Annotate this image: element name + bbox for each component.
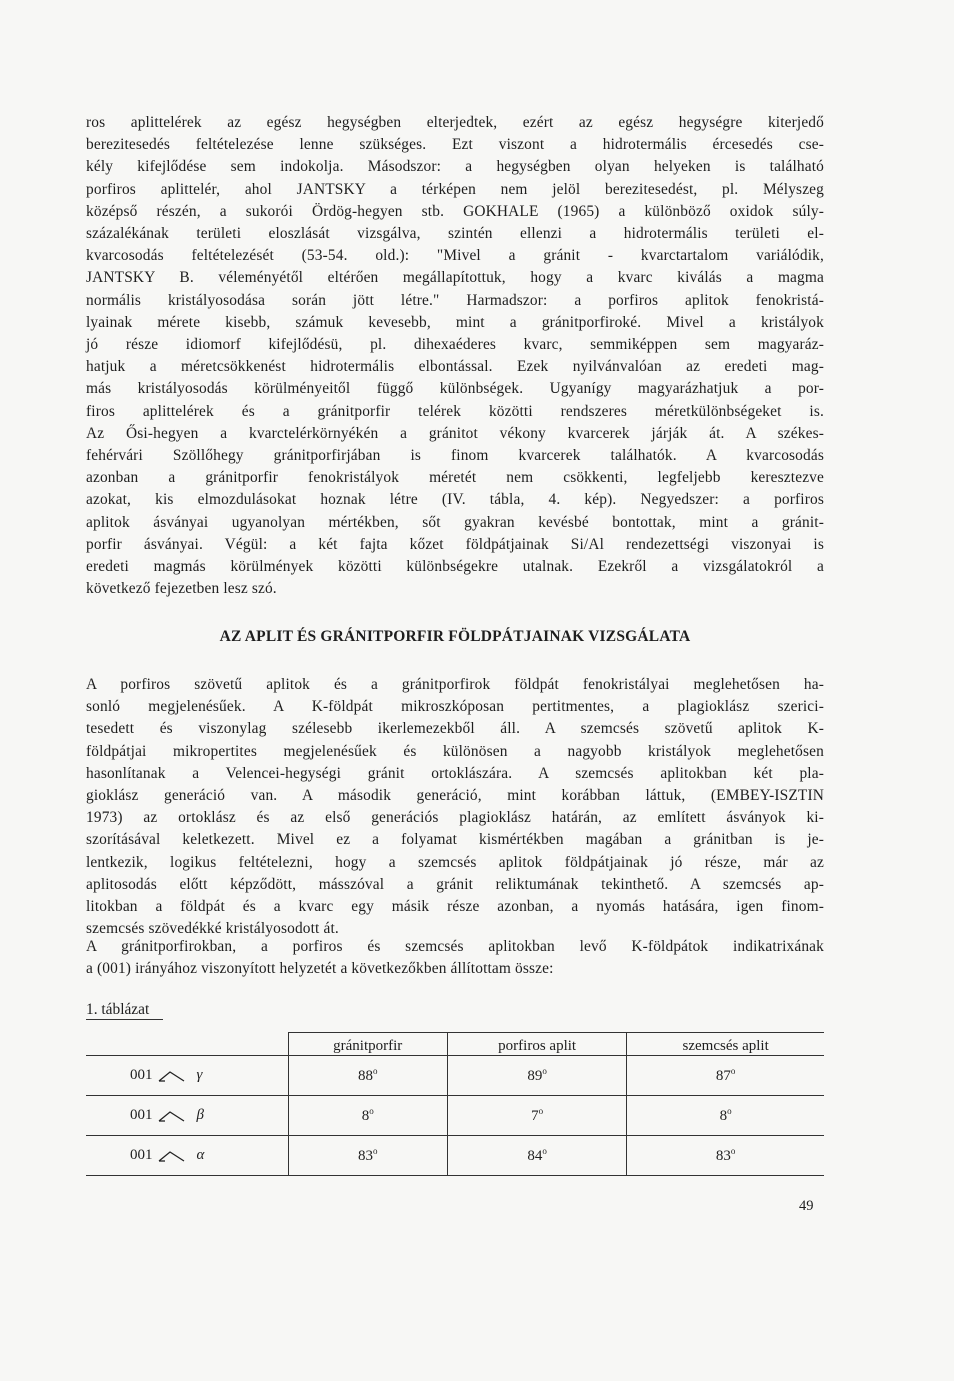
table-header-cell: porfiros aplit [447, 1033, 626, 1056]
text-line: aplitosodás előtt képződött, másszóval a gránit reliktumának tekinthető. A szemcsés ap- [86, 875, 824, 893]
text-line: jó része idiomorf kifejlődésü, pl. dihexaéderes kvarc, semmiképpen sem magyaráz- [86, 336, 824, 354]
paragraph-1 [86, 112, 824, 600]
text-line: azonban a gránitporfir fenokristályok méretét nem csökkenti, legfeljebb keresztezve [86, 469, 824, 487]
text-line: JANTSKY B. véleményétől eltérően megállapítottuk, hogy a kvarc kiválás a magma [86, 269, 824, 287]
text-line: kvarcosodás feltételezését (53-54. old.): "Mivel a gránit - kvarctartalom variálódik, [86, 247, 824, 265]
section-heading: AZ APLIT ÉS GRÁNITPORFIR FÖLDPÁTJAINAK VIZSGÁLATA [219, 628, 691, 645]
angle-icon [157, 1149, 187, 1163]
text-line: lyainak mérete kisebb, számuk kevesebb, mint a gránitporfiroké. Mivel a kristályok [86, 313, 824, 331]
cell-value: 89 [527, 1068, 543, 1084]
text-line: gioklász generáció van. A második generáció, mint korábban láttuk, (EMBEY-ISZTIN [86, 787, 824, 805]
text-line: következő fejezetben lesz szó. [86, 580, 277, 598]
paragraph-2 [86, 674, 824, 940]
table-body [86, 1056, 824, 1176]
row-prefix: 001 [130, 1107, 153, 1123]
text-line: sonló megjelenésűek. A K-földpát mikroszkóposan pertitmentes, a plagioklász szerici- [86, 698, 824, 716]
table-cell [447, 1056, 626, 1096]
table-cell [447, 1096, 626, 1136]
degree-mark: o [369, 1106, 374, 1116]
table-cell [627, 1096, 824, 1136]
angle-icon [157, 1109, 187, 1123]
text-line: berezitesedés feltételezése lenne szükséges. Ezt viszont a hidrotermális ércesedés cse- [86, 136, 824, 154]
table-row [86, 1136, 824, 1176]
cell-value: 7 [531, 1108, 539, 1124]
text-line: szorításával keletkezett. Mivel ez a folyamat kismértékben magában a gránitban is je- [86, 831, 824, 849]
row-prefix: 001 [130, 1067, 153, 1083]
text-line: tesedett és viszonylag szélesebb ikerlemezekből áll. A szemcsés szövetű aplitok K- [86, 720, 824, 738]
text-line: porfiros aplittelér, ahol JANTSKY a térképen nem jelöl berezitesedést, pl. Mélyszeg [86, 180, 824, 198]
degree-mark: o [372, 1146, 378, 1156]
page-body [86, 112, 824, 1164]
text-line: hatjuk a méretcsökkenést hidrotermális elbontással. Ezek nyilvánvalóan az eredeti mag- [86, 358, 824, 376]
text-line: ros aplittelérek az egész hegységben elterjedtek, ezért az egész hegységre kiterjedő [86, 114, 824, 131]
cell-value: 8 [361, 1108, 370, 1124]
table-cell [627, 1136, 824, 1176]
text-line: normális kristályosodása során jött létre." Harmadszor: a porfiros aplitok fenokristá- [86, 291, 824, 309]
cell-value: 88 [357, 1068, 373, 1084]
text-line: szemcsés szövedékké kristályosodott át. [86, 920, 339, 938]
degree-mark: o [542, 1066, 547, 1076]
text-line: földpátjai mikropertites megjelenésűek és különösen a nagyobb kristályok meglehetősen [86, 742, 824, 760]
table-cell [627, 1056, 824, 1096]
table-header-cell: szemcsés aplit [627, 1033, 824, 1056]
table-label: 1. táblázat [86, 1001, 163, 1020]
text-line: hasonlítanak a Velencei-hegységi gránit ortoklászára. A szemcsés aplitokban két pla- [86, 764, 824, 782]
table-header-row [86, 1033, 824, 1056]
text-line: fehérvári Szöllőhegy gránitporfirjában is finom kvarcerek találhatók. A kvarcosodás [86, 447, 824, 465]
text-line: százalékának területi eloszlását vizsgálva, szintén ellenzi a hidrotermális területi el- [86, 225, 824, 243]
text-line: eredeti magmás körülmények közötti különbségekre utalnak. Ezekről a vizsgálatokról a [86, 558, 824, 576]
page-number: 49 [799, 1198, 814, 1214]
text-line: lentkezik, logikus feltételezni, hogy a szemcsés aplitok földpátjainak jó része, már az [86, 853, 824, 871]
degree-mark: o [727, 1106, 732, 1116]
table-cell [288, 1096, 447, 1136]
cell-value: 87 [715, 1068, 731, 1084]
degree-mark: o [538, 1106, 544, 1116]
text-line: A porfiros szövetű aplitok és a gránitporfirok földpát fenokristályai meglehetősen ha- [86, 676, 824, 693]
cell-value: 84 [527, 1148, 543, 1164]
degree-mark: o [542, 1146, 547, 1156]
table-cell [288, 1056, 447, 1096]
table-header-empty [86, 1033, 288, 1056]
table-header-cell: gránitporfir [288, 1033, 447, 1056]
degree-mark: o [730, 1146, 736, 1156]
row-label [86, 1056, 288, 1096]
greek-symbol: α [196, 1147, 205, 1163]
text-line: Az Ősi-hegyen a kvarctelérkörnyékén a gránitot vékony kvarcerek járják át. A székes- [86, 424, 824, 442]
angle-icon [157, 1069, 187, 1083]
cell-value: 8 [719, 1108, 728, 1124]
row-label [86, 1096, 288, 1136]
greek-symbol: β [196, 1107, 204, 1123]
row-prefix: 001 [130, 1147, 153, 1163]
table-row [86, 1096, 824, 1136]
table-row [86, 1056, 824, 1096]
greek-symbol: γ [196, 1067, 203, 1083]
text-line: középső részén, a sukorói Ördög-hegyen stb. GOKHALE (1965) a különböző oxidok súly- [86, 202, 824, 220]
cell-value: 83 [357, 1148, 373, 1164]
text-line: a (001) irányához viszonyított helyzetét a következőkben állítottam össze: [86, 960, 554, 978]
degree-mark: o [730, 1066, 736, 1076]
text-line: 1973) az ortoklász és az első generációs plagioklász határán, az említett ásványok ki- [86, 809, 824, 827]
table-cell [288, 1136, 447, 1176]
text-line: firos aplittelérek és a gránitporfir telérek közötti rendszeres méretkülönbségeket is. [86, 402, 824, 420]
text-line: aplitok ásványai ugyanolyan mértékben, sőt gyakran kevésbé bontottak, mint a gránit- [86, 513, 824, 531]
text-line: litokban a földpát és a kvarc egy másik része azonban, a nyomás hatására, igen finom- [86, 898, 824, 916]
degree-mark: o [372, 1066, 378, 1076]
data-table [86, 1032, 824, 1176]
text-line: porfir ásványai. Végül: a két fajta kőzet földpátjainak Si/Al rendezettségi viszonyai is [86, 535, 824, 553]
cell-value: 83 [715, 1148, 731, 1164]
text-line: kély kifejlődése sem indokolja. Másodszor: a hegységben olyan helyeken is található [86, 158, 824, 176]
row-label [86, 1136, 288, 1176]
text-line: azokat, kis elmozdulásokat hoznak létre (IV. tábla, 4. kép). Negyedszer: a porfiros [86, 491, 824, 509]
text-line: más kristályosodás körülményeitől függő különbségek. Ugyanígy magyarázhatjuk a por- [86, 380, 824, 398]
text-line: A gránitporfirokban, a porfiros és szemcsés aplitokban levő K-földpátok indikatrixának [86, 938, 824, 955]
paragraph-3 [86, 936, 824, 980]
table-cell [447, 1136, 626, 1176]
